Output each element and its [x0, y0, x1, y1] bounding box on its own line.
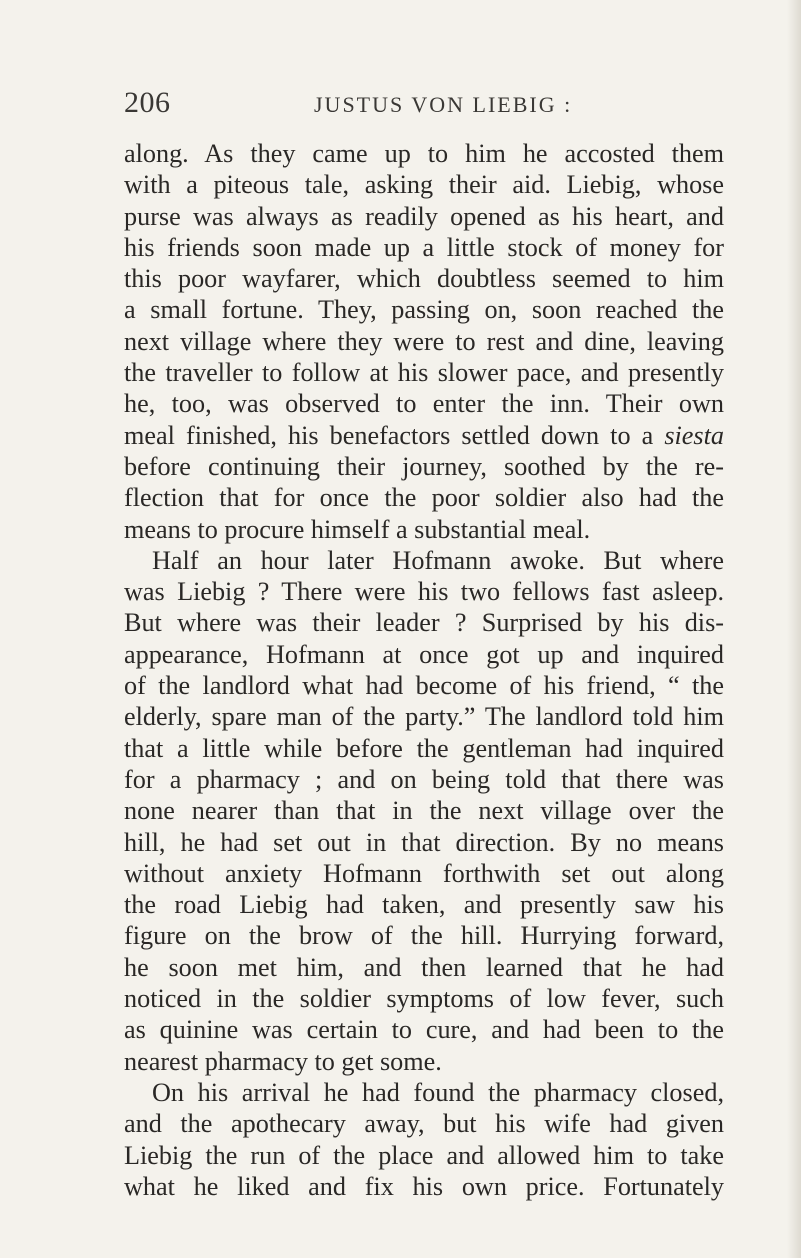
- text-line: figure on the brow of the hill. Hurrying forward,: [124, 921, 724, 951]
- text-line: he soon met him, and then learned that he had: [124, 952, 724, 982]
- text-line: what he liked and fix his own price. Fortunately: [124, 1171, 724, 1201]
- text-line: hill, he had set out in that direction. By no means: [124, 827, 724, 857]
- text-line: with a piteous tale, asking their aid. Liebig, whose: [124, 170, 724, 200]
- text-line: Liebig the run of the place and allowed him to take: [124, 1140, 724, 1170]
- text-line: without anxiety Hofmann forthwith set out along: [124, 858, 724, 888]
- text-line: noticed in the soldier symptoms of low fever, such: [124, 984, 724, 1014]
- text-line: of the landlord what had become of his friend, “ the: [124, 671, 724, 701]
- running-head-title: JUSTUS VON LIEBIG :: [314, 92, 573, 117]
- text-line: and the apothecary away, but his wife had given: [124, 1109, 724, 1139]
- text-line: for a pharmacy ; and on being told that there was: [124, 764, 724, 794]
- running-head: [124, 86, 724, 126]
- text-line: Half an hour later Hofmann awoke. But where: [152, 545, 724, 575]
- text-line: flection that for once the poor soldier also had the: [124, 483, 724, 513]
- text-line: means to procure himself a substantial meal.: [124, 514, 591, 544]
- text-line: the road Liebig had taken, and presently saw his: [124, 890, 724, 920]
- text-line: his friends soon made up a little stock of money for: [124, 232, 724, 262]
- text-fragment: meal finished, his benefactors settled down to a: [124, 420, 665, 450]
- text-line: as quinine was certain to cure, and had been to the: [124, 1015, 724, 1045]
- text-line: along. As they came up to him he accosted them: [124, 139, 724, 168]
- text-line: nearest pharmacy to get some.: [124, 1046, 442, 1076]
- text-line: elderly, spare man of the party.” The landlord told him: [124, 702, 724, 732]
- text-line: appearance, Hofmann at once got up and inquired: [124, 639, 724, 669]
- italic-word: siesta: [664, 420, 724, 450]
- text-line: that a little while before the gentleman had inquired: [124, 733, 724, 763]
- text-line: was Liebig ? There were his two fellows fast asleep.: [124, 577, 724, 607]
- text-line: [124, 420, 724, 451]
- text-line: he, too, was observed to enter the inn. Their own: [124, 389, 724, 419]
- text-line: a small fortune. They, passing on, soon reached the: [124, 295, 724, 325]
- text-line: But where was their leader ? Surprised by his dis-: [124, 608, 724, 638]
- text-line: none nearer than that in the next village over the: [124, 796, 724, 826]
- text-line: next village where they were to rest and dine, leaving: [124, 326, 724, 356]
- text-line: this poor wayfarer, which doubtless seemed to him: [124, 264, 724, 294]
- text-line: purse was always as readily opened as his heart, and: [124, 201, 724, 231]
- page-edge-shadow: [787, 0, 801, 1258]
- text-line: On his arrival he had found the pharmacy closed,: [152, 1077, 724, 1107]
- text-line: the traveller to follow at his slower pace, and presently: [124, 358, 724, 388]
- text-line: before continuing their journey, soothed by the re-: [124, 451, 724, 481]
- page-number: 206: [124, 86, 171, 119]
- body-text: [124, 138, 724, 1202]
